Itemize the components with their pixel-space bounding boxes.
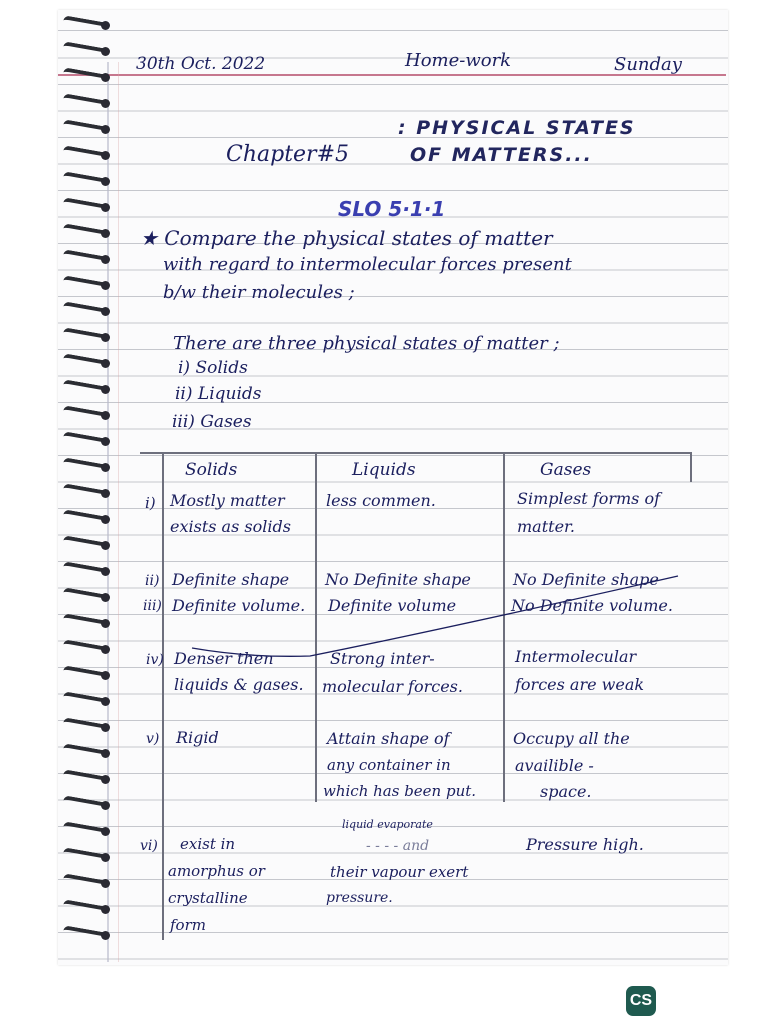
chapter-label: Chapter#5 bbox=[226, 142, 350, 167]
spiral-coil bbox=[63, 848, 115, 863]
spiral-coil bbox=[63, 224, 115, 239]
table-col-border-4 bbox=[690, 452, 692, 482]
spiral-coil bbox=[63, 640, 115, 655]
binding-hole bbox=[101, 905, 110, 914]
spiral-coil bbox=[63, 458, 115, 473]
binding-hole bbox=[101, 697, 110, 706]
binding-hole bbox=[101, 645, 110, 654]
spiral-coil bbox=[63, 68, 115, 83]
binding-hole bbox=[101, 21, 110, 30]
spiral-coil bbox=[63, 42, 115, 57]
table-header-liquids: Liquids bbox=[352, 460, 416, 480]
spiral-coil bbox=[63, 588, 115, 603]
spiral-coil bbox=[63, 536, 115, 551]
binding-hole bbox=[101, 73, 110, 82]
row-4-gases-line-1: Intermolecular bbox=[515, 647, 637, 666]
row-6-number: vi) bbox=[140, 838, 158, 854]
row-5-liquids-line-1: Attain shape of bbox=[327, 729, 450, 748]
binding-hole bbox=[101, 541, 110, 550]
spiral-coil bbox=[63, 822, 115, 837]
spiral-coil bbox=[63, 120, 115, 135]
binding-hole bbox=[101, 125, 110, 134]
row-6-liquids-line-4: pressure. bbox=[326, 890, 393, 906]
table-top-border bbox=[140, 452, 692, 454]
row-5-gases-line-3: space. bbox=[540, 782, 592, 801]
spiral-coil bbox=[63, 198, 115, 213]
binding-hole bbox=[101, 99, 110, 108]
binding-hole bbox=[101, 177, 110, 186]
chapter-title-line1: : PHYSICAL STATES bbox=[398, 117, 636, 139]
binding-hole bbox=[101, 749, 110, 758]
spiral-coil bbox=[63, 250, 115, 265]
table-header-gases: Gases bbox=[540, 460, 592, 480]
state-item-solids: i) Solids bbox=[178, 358, 248, 378]
row-1-solids-line-2: exists as solids bbox=[170, 517, 291, 536]
binding-hole bbox=[101, 853, 110, 862]
binding-hole bbox=[101, 255, 110, 264]
spiral-coil bbox=[63, 744, 115, 759]
binding-hole bbox=[101, 463, 110, 472]
row-6-solids-line-2: amorphus or bbox=[168, 862, 265, 880]
row-4-gases-line-2: forces are weak bbox=[515, 675, 645, 694]
camscanner-badge: CS bbox=[626, 986, 656, 1016]
row-6-solids-line-4: form bbox=[170, 916, 206, 934]
row-6-liquids-line-2: - - - - and bbox=[366, 838, 430, 854]
chapter-title-line2: OF MATTERS... bbox=[410, 144, 593, 166]
row-6-solids-line-1: exist in bbox=[180, 835, 236, 853]
binding-hole bbox=[101, 229, 110, 238]
binding-hole bbox=[101, 515, 110, 524]
spiral-coil bbox=[63, 718, 115, 733]
spiral-coil bbox=[63, 770, 115, 785]
row-4-number: iv) bbox=[146, 652, 164, 668]
row-4-liquids-line-1: Strong inter- bbox=[330, 649, 435, 668]
question-line-1: ★ Compare the physical states of matter bbox=[140, 226, 553, 250]
row-3-liquids: Definite volume bbox=[328, 596, 457, 615]
binding-hole bbox=[101, 307, 110, 316]
row-4-solids-line-2: liquids & gases. bbox=[174, 675, 304, 694]
row-1-solids-line-1: Mostly matter bbox=[170, 491, 285, 510]
binding-hole bbox=[101, 879, 110, 888]
binding-hole bbox=[101, 411, 110, 420]
binding-hole bbox=[101, 671, 110, 680]
spiral-coil bbox=[63, 666, 115, 681]
header-date: 30th Oct. 2022 bbox=[136, 54, 266, 74]
spiral-coil bbox=[63, 614, 115, 629]
binding-hole bbox=[101, 281, 110, 290]
intro-text: There are three physical states of matter ; bbox=[173, 333, 560, 354]
spiral-coil bbox=[63, 16, 115, 31]
state-item-gases: iii) Gases bbox=[172, 412, 252, 432]
spiral-coil bbox=[63, 562, 115, 577]
binding-hole bbox=[101, 619, 110, 628]
row-5-number: v) bbox=[146, 731, 160, 747]
row-3-solids: Definite volume. bbox=[172, 596, 306, 615]
table-col-border-1 bbox=[162, 452, 164, 940]
spiral-coil bbox=[63, 900, 115, 915]
spiral-coil bbox=[63, 484, 115, 499]
row-6-liquids-line-3: their vapour exert bbox=[330, 863, 469, 881]
binding-hole bbox=[101, 723, 110, 732]
binding-hole bbox=[101, 593, 110, 602]
binding-hole bbox=[101, 567, 110, 576]
row-3-number: iii) bbox=[143, 598, 162, 614]
spiral-coil bbox=[63, 874, 115, 889]
table-header-solids: Solids bbox=[185, 460, 238, 480]
row-1-liquids: less commen. bbox=[326, 491, 436, 510]
row-5-liquids-line-3: which has been put. bbox=[323, 782, 477, 800]
binding-hole bbox=[101, 47, 110, 56]
spiral-coil bbox=[63, 146, 115, 161]
row-2-solids: Definite shape bbox=[172, 570, 290, 589]
binding-hole bbox=[101, 151, 110, 160]
binding-hole bbox=[101, 801, 110, 810]
question-line-2: with regard to intermolecular forces present bbox=[163, 254, 572, 275]
binding-hole bbox=[101, 359, 110, 368]
row-1-gases-line-1: Simplest forms of bbox=[517, 489, 661, 508]
spiral-coil bbox=[63, 302, 115, 317]
spiral-coil bbox=[63, 354, 115, 369]
header-day: Sunday bbox=[614, 54, 682, 75]
row-6-gases: Pressure high. bbox=[526, 835, 644, 854]
header-title: Home-work bbox=[405, 50, 512, 71]
spiral-binding bbox=[55, 10, 125, 960]
row-4-solids-line-1: Denser then bbox=[174, 649, 274, 668]
spiral-coil bbox=[63, 94, 115, 109]
spiral-coil bbox=[63, 380, 115, 395]
binding-hole bbox=[101, 931, 110, 940]
spiral-coil bbox=[63, 926, 115, 941]
binding-hole bbox=[101, 827, 110, 836]
row-2-liquids: No Definite shape bbox=[325, 570, 471, 589]
row-2-number: ii) bbox=[145, 573, 160, 589]
slo-heading: SLO 5·1·1 bbox=[338, 197, 446, 221]
spiral-coil bbox=[63, 692, 115, 707]
row-5-liquids-line-2: any container in bbox=[327, 756, 451, 774]
spiral-coil bbox=[63, 796, 115, 811]
row-6-solids-line-3: crystalline bbox=[168, 889, 248, 907]
row-6-liquids-line-1: liquid evaporate bbox=[342, 818, 433, 831]
row-5-solids: Rigid bbox=[176, 728, 219, 747]
spiral-coil bbox=[63, 276, 115, 291]
binding-hole bbox=[101, 775, 110, 784]
state-item-liquids: ii) Liquids bbox=[175, 384, 262, 404]
question-line-3: b/w their molecules ; bbox=[163, 282, 355, 303]
row-5-gases-line-2: availible - bbox=[515, 756, 594, 775]
row-1-gases-line-2: matter. bbox=[517, 517, 576, 536]
spiral-coil bbox=[63, 432, 115, 447]
binding-hole bbox=[101, 385, 110, 394]
row-4-liquids-line-2: molecular forces. bbox=[322, 677, 463, 696]
binding-hole bbox=[101, 437, 110, 446]
binding-hole bbox=[101, 489, 110, 498]
spiral-coil bbox=[63, 510, 115, 525]
spiral-coil bbox=[63, 172, 115, 187]
binding-hole bbox=[101, 203, 110, 212]
spiral-coil bbox=[63, 328, 115, 343]
spiral-coil bbox=[63, 406, 115, 421]
row-5-gases-line-1: Occupy all the bbox=[513, 729, 630, 748]
row-2-gases: No Definite shape bbox=[513, 570, 659, 589]
row-1-number: i) bbox=[145, 494, 156, 512]
binding-hole bbox=[101, 333, 110, 342]
row-3-gases: No Definite volume. bbox=[511, 596, 673, 615]
